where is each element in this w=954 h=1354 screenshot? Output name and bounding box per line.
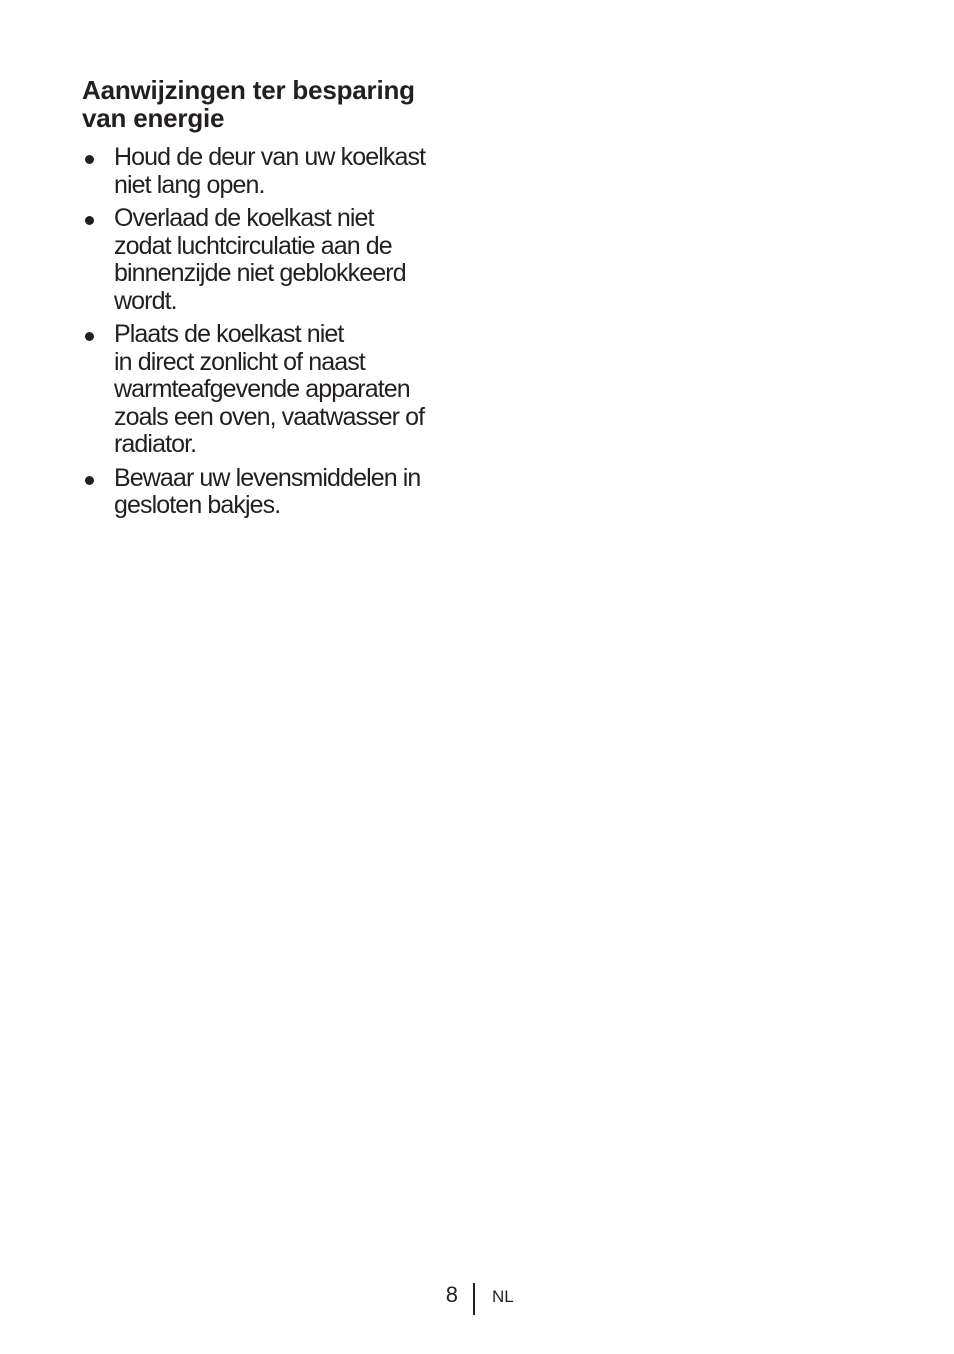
footer-divider bbox=[473, 1283, 475, 1315]
list-item-line: warmteafgevende apparaten bbox=[114, 375, 410, 403]
bullet-dot-icon bbox=[85, 476, 94, 485]
list-item-line: zoals een oven, vaatwasser of bbox=[114, 402, 425, 431]
page-number: 8 bbox=[445, 1282, 458, 1307]
list-item-line: binnenzijde niet geblokkeerd bbox=[114, 259, 406, 287]
list-item bbox=[82, 144, 462, 199]
energy-tips-list bbox=[82, 144, 462, 520]
list-item bbox=[82, 205, 462, 315]
list-item-line: Houd de deur van uw koelkast bbox=[114, 143, 426, 171]
section-heading bbox=[82, 76, 462, 132]
page-footer bbox=[0, 1280, 954, 1316]
bullet-dot-icon bbox=[85, 216, 94, 225]
list-item bbox=[82, 321, 462, 459]
list-item-line: gesloten bakjes. bbox=[114, 491, 281, 519]
list-item bbox=[82, 465, 462, 520]
heading-line: Aanwijzingen ter besparing bbox=[82, 75, 415, 105]
bullet-dot-icon bbox=[85, 155, 94, 164]
list-item-line: Bewaar uw levensmiddelen in bbox=[114, 463, 421, 492]
list-item-line: wordt. bbox=[114, 286, 177, 315]
bullet-dot-icon bbox=[85, 332, 94, 341]
list-item-line: radiator. bbox=[114, 430, 197, 458]
list-item-line: niet lang open. bbox=[114, 170, 265, 199]
list-item-line: Overlaad de koelkast niet bbox=[114, 204, 374, 232]
list-item-line: in direct zonlicht of naast bbox=[114, 347, 365, 376]
heading-line: van energie bbox=[82, 103, 225, 133]
main-content bbox=[82, 76, 462, 526]
list-item-line: zodat luchtcirculatie aan de bbox=[114, 231, 392, 260]
list-item-line: Plaats de koelkast niet bbox=[114, 320, 344, 348]
language-code: NL bbox=[492, 1287, 514, 1306]
